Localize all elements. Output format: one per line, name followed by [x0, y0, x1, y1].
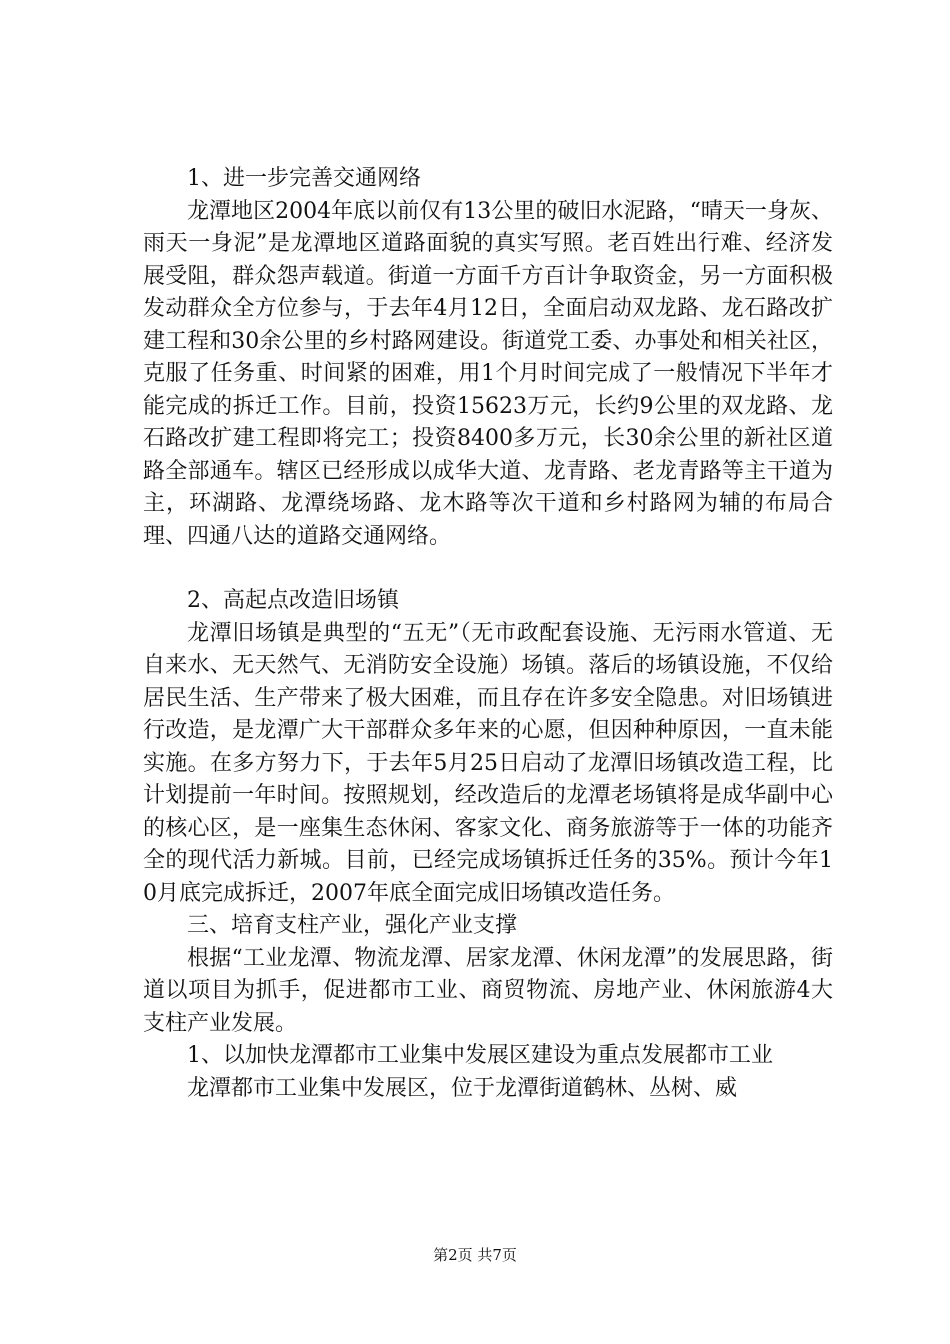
paragraph-traffic: 龙潭地区2004年底以前仅有13公里的破旧水泥路，“晴天一身灰、雨天一身泥”是龙潭地区道路面貌的真实写照。老百姓出行难、经济发展受阻，群众怨声载道。街道一方面千方百计争取资金，另一方面积极发动群众全方位参与，于去年4月12日，全面启动双龙路、龙石路改扩建工程和30余公里的乡村路网建设。街道党工委、办事处和相关社区，克服了任务重、时间紧的困难，用1个月时间完成了一般情况下半年才能完成的拆迁工作。目前，投资15623万元，长约9公里的双龙路、龙石路改扩建工程即将完工；投资8400多万元，长30余公里的新社区道路全部通车。辖区已经形成以成华大道、龙青路、老龙青路等主干道为主，环湖路、龙潭绕场路、龙木路等次干道和乡村路网为辅的布局合理、四通八达的道路交通网络。 [143, 198, 833, 549]
paragraph-old-town: 龙潭旧场镇是典型的“五无”（无市政配套设施、无污雨水管道、无自来水、无天然气、无消防安全设施）场镇。落后的场镇设施，不仅给居民生活、生产带来了极大困难，而且存在许多安全隐患。对旧场镇进行改造，是龙潭广大干部群众多年来的心愿，但因种种原因，一直未能实施。在多方努力下，于去年5月25日启动了龙潭旧场镇改造工程，比计划提前一年时间。按照规划，经改造后的龙潭老场镇将是成华副中心的核心区，是一座集生态休闲、客家文化、商务旅游等于一体的功能齐全的现代活力新城。目前，已经完成场镇拆迁任务的35%。预计今年10月底完成拆迁，2007年底全面完成旧场镇改造任务。 [143, 620, 833, 906]
section-heading-industry: 三、培育支柱产业，强化产业支撑 [187, 913, 518, 938]
section-heading-traffic: 1、进一步完善交通网络 [187, 166, 421, 191]
section-heading-old-town: 2、高起点改造旧场镇 [187, 588, 399, 613]
paragraph-urban-industry: 龙潭都市工业集中发展区，位于龙潭街道鹤林、丛树、威 [187, 1075, 738, 1101]
section-heading-urban-industry: 1、以加快龙潭都市工业集中发展区建设为重点发展都市工业 [187, 1043, 773, 1068]
document-body [143, 163, 833, 1105]
page-number-footer: 第2页 共7页 [433, 1246, 517, 1264]
paragraph-industry-intro: 根据“工业龙潭、物流龙潭、居家龙潭、休闲龙潭”的发展思路，街道以项目为抓手，促进都市工业、商贸物流、房地产业、休闲旅游4大支柱产业发展。 [143, 945, 833, 1036]
